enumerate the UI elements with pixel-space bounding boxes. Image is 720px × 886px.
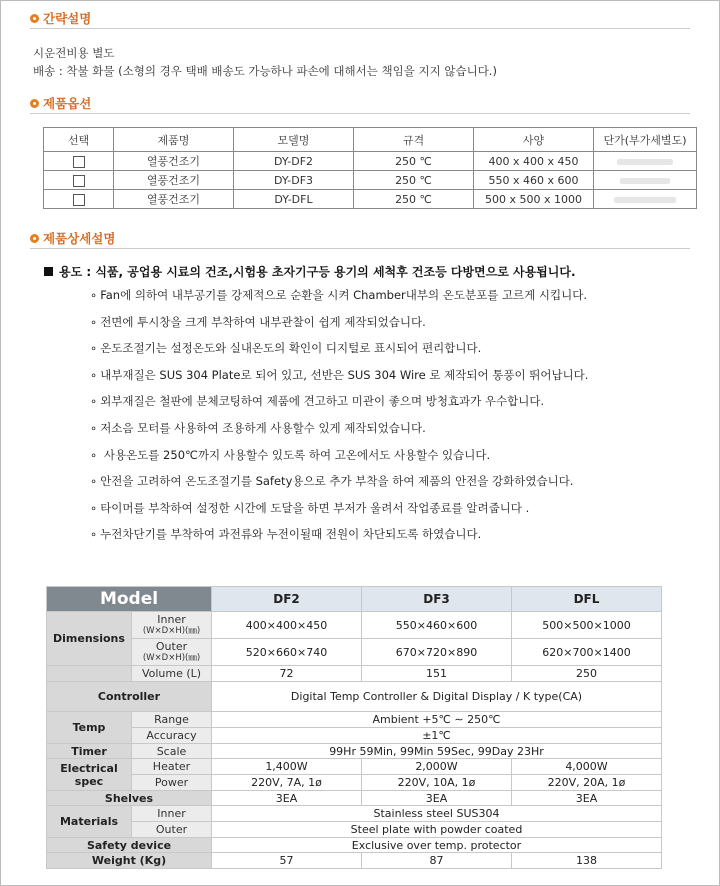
options-cell: 500 x 500 x 1000	[474, 190, 594, 209]
spec-cell: 220V, 7A, 1ø	[212, 775, 362, 791]
spec-cell: 500×500×1000	[512, 612, 662, 639]
spec-row-outer	[47, 639, 662, 666]
feature-item: ∘ 누전차단기를 부착하여 과전류와 누전이될때 전원이 차단되도록 하였습니다.	[90, 526, 588, 553]
spec-cell: 3EA	[512, 791, 662, 806]
spec-cell: 670×720×890	[362, 639, 512, 666]
options-header-row	[44, 128, 697, 152]
options-select-cell[interactable]	[44, 171, 114, 190]
options-price-cell	[594, 152, 697, 171]
option-checkbox[interactable]	[73, 156, 85, 168]
spec-cell: 220V, 20A, 1ø	[512, 775, 662, 791]
spec-row-range	[47, 712, 662, 728]
price-redacted	[617, 159, 673, 165]
options-cell: DY-DFL	[234, 190, 354, 209]
feature-item: ∘ 사용온도를 250℃까지 사용할수 있도록 하여 고온에서도 사용할수 있습니다.	[90, 447, 588, 474]
spec-cell: 550×460×600	[362, 612, 512, 639]
spec-cell: Ambient +5℃ ∼ 250℃	[212, 712, 662, 728]
weight-label: Weight (Kg)	[47, 853, 212, 869]
model-col-df3: DF3	[362, 587, 512, 612]
options-cell: 열풍건조기	[114, 152, 234, 171]
feature-item: ∘ 저소음 모터를 사용하여 조용하게 사용할수 있게 제작되었습니다.	[90, 420, 588, 447]
section-divider	[30, 113, 690, 114]
spec-row-power	[47, 775, 662, 791]
spec-cell: Stainless steel SUS304	[212, 806, 662, 822]
spec-cell: 138	[512, 853, 662, 869]
spec-cell: 220V, 10A, 1ø	[362, 775, 512, 791]
options-cell: 250 ℃	[354, 152, 474, 171]
options-cell: 열풍건조기	[114, 190, 234, 209]
section-divider	[30, 28, 690, 29]
spec-row-inner	[47, 612, 662, 639]
heater-label: Heater	[132, 759, 212, 775]
spec-cell: 4,000W	[512, 759, 662, 775]
options-row	[44, 190, 697, 209]
options-cell: 열풍건조기	[114, 171, 234, 190]
spec-cell: 250	[512, 666, 662, 682]
brief-description	[33, 44, 497, 80]
options-row	[44, 152, 697, 171]
whd-unit: (W×D×H)(㎜)	[142, 626, 201, 636]
materials-label: Materials	[47, 806, 132, 838]
spec-row-safety	[47, 838, 662, 853]
options-cell: 550 x 460 x 600	[474, 171, 594, 190]
spec-cell: 87	[362, 853, 512, 869]
spec-cell: 99Hr 59Min, 99Min 59Sec, 99Day 23Hr	[212, 744, 662, 759]
options-cell: DY-DF3	[234, 171, 354, 190]
spec-cell: Exclusive over temp. protector	[212, 838, 662, 853]
options-cell: 400 x 400 x 450	[474, 152, 594, 171]
spec-cell: 72	[212, 666, 362, 682]
option-checkbox[interactable]	[73, 194, 85, 206]
spec-cell: 620×700×1400	[512, 639, 662, 666]
options-header-cell: 모델명	[234, 128, 354, 152]
section-detail-heading	[30, 229, 115, 247]
spec-cell: 3EA	[362, 791, 512, 806]
temp-label: Temp	[47, 712, 132, 744]
outer-label-text: Outer	[155, 640, 188, 653]
whd-unit: (W×D×H)(㎜)	[142, 653, 201, 663]
section-brief-heading	[30, 9, 91, 27]
volume-label: Volume (L)	[132, 666, 212, 682]
section-bullet-icon	[30, 14, 39, 23]
options-header-cell: 규격	[354, 128, 474, 152]
model-col-dfl: DFL	[512, 587, 662, 612]
mat-inner-label: Inner	[132, 806, 212, 822]
feature-item: ∘ Fan에 의하여 내부공기를 강제적으로 순환을 시켜 Chamber내부의 온도분포를 고르게 시킵니다.	[90, 287, 588, 314]
options-header-cell: 선택	[44, 128, 114, 152]
options-cell: DY-DF2	[234, 152, 354, 171]
spec-cell: 1,400W	[212, 759, 362, 775]
usage-heading	[44, 263, 576, 280]
product-options-table	[43, 127, 697, 209]
spec-cell: 57	[212, 853, 362, 869]
electrical-spec-label: Electrical spec	[47, 759, 132, 791]
spec-row-timer	[47, 744, 662, 759]
section-bullet-icon	[30, 99, 39, 108]
spec-cell: Steel plate with powder coated	[212, 822, 662, 838]
spec-row-mat-inner	[47, 806, 662, 822]
options-select-cell[interactable]	[44, 152, 114, 171]
power-label: Power	[132, 775, 212, 791]
options-cell: 250 ℃	[354, 171, 474, 190]
controller-label: Controller	[47, 682, 212, 712]
spec-row-accuracy	[47, 728, 662, 744]
section-detail-title: 제품상세설명	[43, 231, 116, 246]
shelves-label: Shelves	[47, 791, 212, 806]
section-options-heading	[30, 94, 91, 112]
accuracy-label: Accuracy	[132, 728, 212, 744]
spec-cell: 400×400×450	[212, 612, 362, 639]
option-checkbox[interactable]	[73, 175, 85, 187]
options-row	[44, 171, 697, 190]
spec-row-mat-outer	[47, 822, 662, 838]
dimensions-label: Dimensions	[47, 612, 132, 666]
options-header-cell: 사양	[474, 128, 594, 152]
price-redacted	[620, 178, 670, 184]
spec-table	[46, 586, 662, 869]
scale-label: Scale	[132, 744, 212, 759]
options-header-cell: 제품명	[114, 128, 234, 152]
brief-line-2: 배송 : 착불 화물 (소형의 경우 택배 배송도 가능하나 파손에 대해서는 책임을 지지 않습니다.)	[33, 64, 497, 78]
options-price-cell	[594, 190, 697, 209]
model-header: Model	[47, 587, 212, 612]
section-brief-title: 간략설명	[43, 11, 92, 26]
spec-row-heater	[47, 759, 662, 775]
spec-blank-label	[47, 666, 132, 682]
outer-dim-label	[132, 639, 212, 666]
spec-cell: 3EA	[212, 791, 362, 806]
spec-cell: ±1℃	[212, 728, 662, 744]
mat-outer-label: Outer	[132, 822, 212, 838]
feature-item: ∘ 온도조절기는 설정온도와 실내온도의 확인이 디지털로 표시되어 편리합니다.	[90, 340, 588, 367]
section-divider	[30, 248, 690, 249]
safety-label: Safety device	[47, 838, 212, 853]
feature-list	[90, 287, 588, 553]
options-header-cell: 단가(부가세별도)	[594, 128, 697, 152]
inner-dim-label	[132, 612, 212, 639]
brief-line-1: 시운전비용 별도	[33, 46, 115, 60]
feature-item: ∘ 내부재질은 SUS 304 Plate로 되어 있고, 선반은 SUS 304 Wire 로 제작되어 통풍이 뛰어납니다.	[90, 367, 588, 394]
section-bullet-icon	[30, 234, 39, 243]
feature-item: ∘ 안전을 고려하여 온도조절기를 Safety용으로 추가 부착을 하여 제품의 안전을 강화하였습니다.	[90, 473, 588, 500]
price-redacted	[614, 197, 676, 203]
spec-cell: 2,000W	[362, 759, 512, 775]
model-col-df2: DF2	[212, 587, 362, 612]
range-label: Range	[132, 712, 212, 728]
spec-model-row	[47, 587, 662, 612]
options-price-cell	[594, 171, 697, 190]
spec-cell: 151	[362, 666, 512, 682]
options-cell: 250 ℃	[354, 190, 474, 209]
feature-item: ∘ 외부재질은 철판에 분체코팅하여 제품에 견고하고 미관이 좋으며 방청효과가 우수합니다.	[90, 393, 588, 420]
timer-label: Timer	[47, 744, 132, 759]
usage-title-text: 용도 : 식품, 공업용 시료의 건조,시험용 초자기구등 용기의 세척후 건조등 다방면으로 사용됩니다.	[59, 265, 576, 279]
section-options-title: 제품옵션	[43, 96, 92, 111]
options-select-cell[interactable]	[44, 190, 114, 209]
feature-item: ∘ 전면에 투시창을 크게 부착하여 내부관찰이 쉽게 제작되었습니다.	[90, 314, 588, 341]
spec-row-weight	[47, 853, 662, 869]
spec-row-shelves	[47, 791, 662, 806]
spec-cell: 520×660×740	[212, 639, 362, 666]
spec-cell: Digital Temp Controller & Digital Display / K type(CA)	[212, 682, 662, 712]
feature-item: ∘ 타이머를 부착하여 설정한 시간에 도달을 하면 부저가 울려서 작업종료를 알려줍니다 .	[90, 500, 588, 527]
square-bullet-icon	[44, 267, 53, 276]
inner-label-text: Inner	[157, 613, 186, 626]
spec-row-volume	[47, 666, 662, 682]
spec-row-controller	[47, 682, 662, 712]
